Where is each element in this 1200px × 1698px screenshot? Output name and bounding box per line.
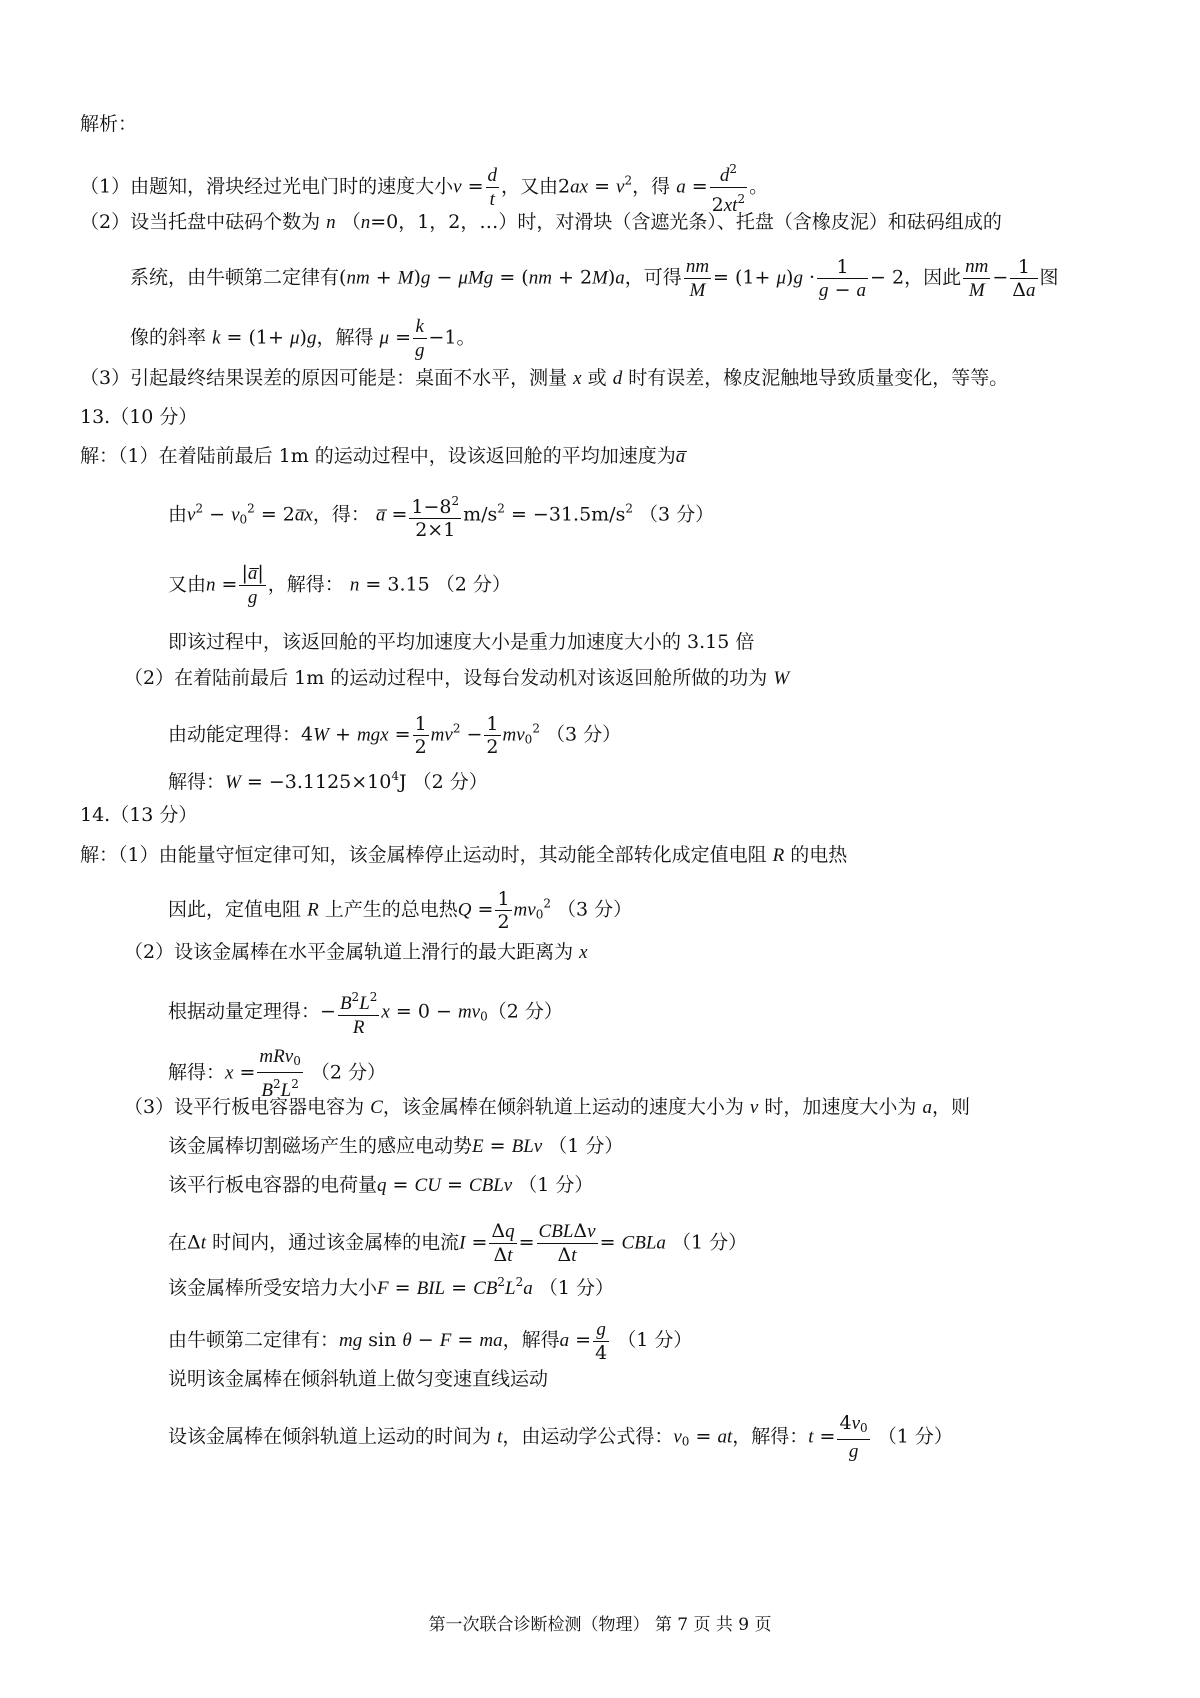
q14-conclusion: 说明该金属棒在倾斜轨道上做匀变速直线运动 [168, 1368, 549, 1390]
q13-part-1: 解：（1）在着陆前最后 1m 的运动过程中，设该返回舱的平均加速度为a̅ [80, 445, 686, 467]
q13-part-2: （2）在着陆前最后 1m 的运动过程中，设每台发动机对该返回舱所做的功为 W [124, 667, 790, 689]
q13-eq-1: 由$v^2 - v0^2$ = 2a̅x，得： a̅ = $\frac{1-8^2}{2\times 1}$ $m/s^2 = -31.5m/s^2$ （3 分） [168, 490, 714, 541]
question-13-heading: 13.（10 分） [80, 406, 198, 428]
q14-eq-5: 该平行板电容器的电荷量q = CU = CBLv （1 分） [168, 1174, 594, 1196]
question-14-heading: 14.（13 分） [80, 804, 198, 826]
analysis-heading: 解析： [80, 113, 138, 135]
page-footer: 第一次联合诊断检测（物理） 第 7 页 共 9 页 [428, 1615, 772, 1635]
analysis-part-1: （1）由题知，滑块经过光电门时的速度大小v = $\frac{d}{t}$ ，又由$2ax = v^2$，得 a = $\frac{d^2}{2xt^2}$ 。 [80, 158, 768, 217]
q14-eq-6: 在Δt 时间内，通过该金属棒的电流I = $\frac{\Delta q}{\Delta t}$ = $\frac{\text{CBLΔv}}{\Delta t}$ = CBLa （1 分） [168, 1220, 748, 1266]
q14-eq-8: 由牛顿第二定律有：mg sin θ − F = ma，解得a = $\frac{g}{4}$ （1 分） [168, 1319, 693, 1364]
q14-eq-2: 根据动量定理得：− $\frac{B^2L^2}{R}$ x = 0 − mv0（2 分） [168, 986, 563, 1039]
q14-part-2: （2）设该金属棒在水平金属轨道上滑行的最大距离为 x [124, 941, 588, 963]
q13-conclusion: 即该过程中，该返回舱的平均加速度大小是重力加速度大小的 3.15 倍 [168, 631, 755, 653]
q14-part-3: （3）设平行板电容器电容为 C，该金属棒在倾斜轨道上运动的速度大小为 v 时，加速度大小为 a，则 [124, 1096, 970, 1118]
q14-eq-7: 该金属棒所受安培力大小F = BIL = $CB^2L^2a$ （1 分） [168, 1275, 614, 1299]
q14-part-1: 解：（1）由能量守恒定律可知，该金属棒停止运动时，其动能全部转化成定值电阻 R 的电热 [80, 844, 848, 866]
q13-eq-4: 解得：$W = -3.1125\times 10^4J$ （2 分） [168, 769, 488, 793]
q14-eq-1: 因此，定值电阻 R 上产生的总电热Q = $\frac{1}{2}$ $mv0^2$ （3 分） [168, 888, 633, 933]
q14-eq-9: 设该金属棒在倾斜轨道上运动的时间为 t，由运动学公式得：v0 = at，解得：t = $\frac{4v0}{g}$ （1 分） [168, 1412, 953, 1462]
analysis-part-2-line2: 系统，由牛顿第二定律有(nm + M)g − μMg = (nm + 2M)a，可得 $\frac{nm}{M}$ = (1+ μ)g · $\frac{1}{g - a}$ − 2，因此 $\frac{nm}{M}$ − $\frac{1}{\Delta a}$ 图 [130, 255, 1059, 301]
analysis-part-2-line3: 像的斜率 k = (1+ μ)g，解得 μ = $\frac{k}{g}$ −1。 [130, 316, 476, 361]
analysis-part-3: （3）引起最终结果误差的原因可能是：桌面不水平，测量 x 或 d 时有误差，橡皮泥触地导致质量变化，等等。 [80, 367, 1009, 389]
q14-eq-3: 解得：x = $\frac{\text{mRv0}}{B^2L^2}$ （2 分） [168, 1046, 387, 1101]
q13-eq-3: 由动能定理得：4W + mgx = $\frac{1}{2}$ $mv^2$ − $\frac{1}{2}$ $mv0^2$ （3 分） [168, 713, 622, 758]
analysis-part-2: （2）设当托盘中砝码个数为 n （n=0，1，2，…）时，对滑块（含遮光条）、托盘（含橡皮泥）和砝码组成的 [80, 211, 1002, 233]
q14-eq-4: 该金属棒切割磁场产生的感应电动势E = BLv （1 分） [168, 1135, 624, 1157]
q13-eq-2: 又由n = $\frac{|a̅|}{g}$ ，解得： n = 3.15 （2 分） [168, 562, 511, 608]
